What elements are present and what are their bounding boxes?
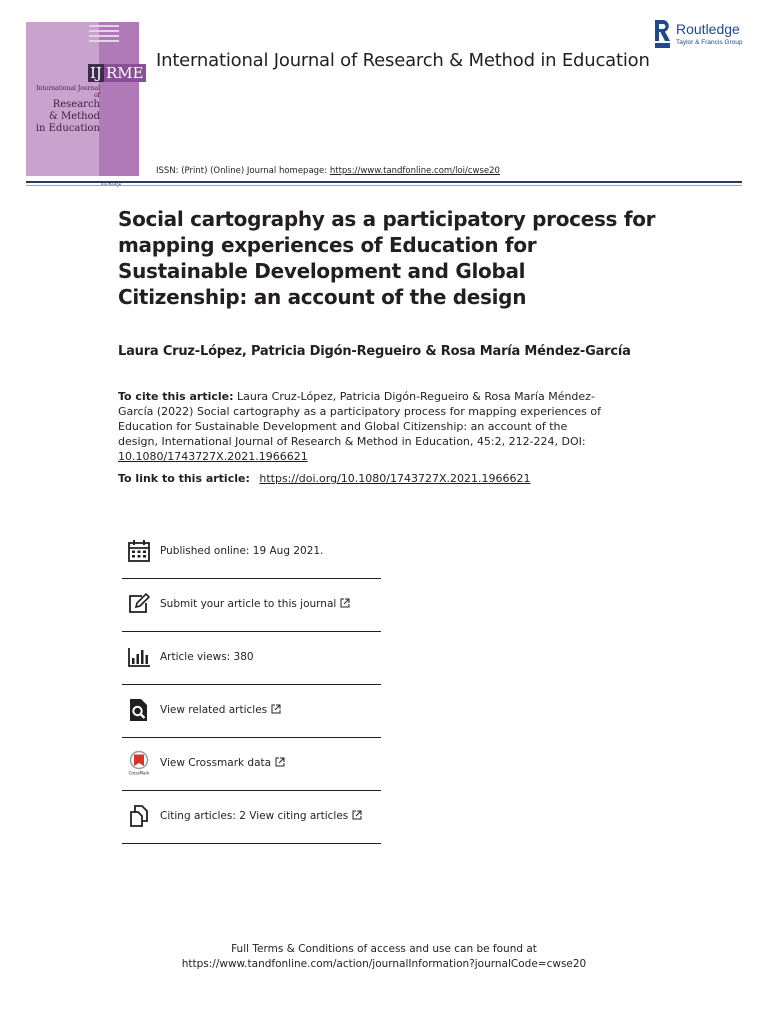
article-info-list: [122, 526, 381, 844]
doi-link[interactable]: 10.1080/1743727X.2021.1966621: [118, 450, 308, 463]
journal-cover-image: [26, 22, 144, 176]
article-link-line: [118, 472, 531, 485]
routledge-logo[interactable]: [654, 20, 749, 50]
journal-title: International Journal of Research & Method in Education: [156, 50, 650, 71]
issn-line: [156, 166, 500, 176]
crossmark-logo-text: CrossMark: [128, 770, 150, 776]
submit-article-link[interactable]: Submit your article to this journal: [160, 598, 350, 610]
cite-text: Laura Cruz-López, Patricia Digón-Regueiro & Rosa María Méndez-García (2022) Social cartography as a participatory process for mapping experiences of Education for Sustainable Development and Global Citizenship: an account of the design, International Journal of Research & Method in Education, 45:2, 212-224, DOI:: [118, 390, 601, 448]
cover-acronym: IJ RME: [90, 64, 144, 82]
terms-footer: [0, 942, 768, 972]
published-date: Published online: 19 Aug 2021.: [160, 545, 324, 557]
crossmark-link[interactable]: View Crossmark data: [160, 757, 285, 769]
link-label: To link to this article:: [118, 472, 250, 485]
header-divider: [26, 181, 742, 183]
calendar-icon: [127, 539, 151, 563]
related-articles-row[interactable]: [122, 685, 381, 738]
article-doi-url[interactable]: https://doi.org/10.1080/1743727X.2021.1966621: [259, 472, 531, 485]
article-authors: Laura Cruz-López, Patricia Digón-Regueiro & Rosa María Méndez-García: [118, 344, 631, 359]
external-link-icon: [352, 810, 362, 820]
header-divider-light: [26, 185, 742, 186]
cover-issue-lines: [89, 25, 119, 45]
routledge-subtitle: Taylor & Francis Group: [676, 39, 743, 46]
crossmark-icon: [127, 751, 151, 775]
terms-url[interactable]: https://www.tandfonline.com/action/journalInformation?journalCode=cwse20: [181, 958, 587, 970]
journal-homepage-link[interactable]: https://www.tandfonline.com/loi/cwse20: [329, 166, 500, 176]
routledge-name: Routledge: [676, 21, 740, 37]
routledge-r-icon: [654, 20, 670, 48]
cite-label: To cite this article:: [118, 390, 234, 403]
article-views-row: [122, 632, 381, 685]
citing-articles-row[interactable]: [122, 791, 381, 844]
external-link-icon: [340, 598, 350, 608]
submit-article-row[interactable]: [122, 579, 381, 632]
cover-band: [99, 22, 139, 176]
published-row: [122, 526, 381, 579]
cover-title: International Journal of Research & Method in Education: [35, 85, 100, 134]
external-link-icon: [275, 757, 285, 767]
citing-articles-link[interactable]: Citing articles: 2 View citing articles: [160, 810, 362, 822]
related-articles-link[interactable]: View related articles: [160, 704, 281, 716]
citation-block: [118, 389, 608, 464]
search-document-icon: [127, 698, 151, 722]
crossmark-row[interactable]: [122, 738, 381, 791]
external-link-icon: [271, 704, 281, 714]
article-title: Social cartography as a participatory process for mapping experiences of Education for Sustainable Development and Global Citizenship: an account of the design: [118, 207, 656, 309]
terms-line: Full Terms & Conditions of access and use can be found at: [231, 943, 537, 955]
article-views: Article views: 380: [160, 651, 254, 663]
edit-icon: [127, 592, 151, 616]
citing-documents-icon: [127, 804, 151, 828]
bar-chart-icon: [127, 645, 151, 669]
issn-text: ISSN: (Print) (Online) Journal homepage:: [156, 166, 330, 176]
